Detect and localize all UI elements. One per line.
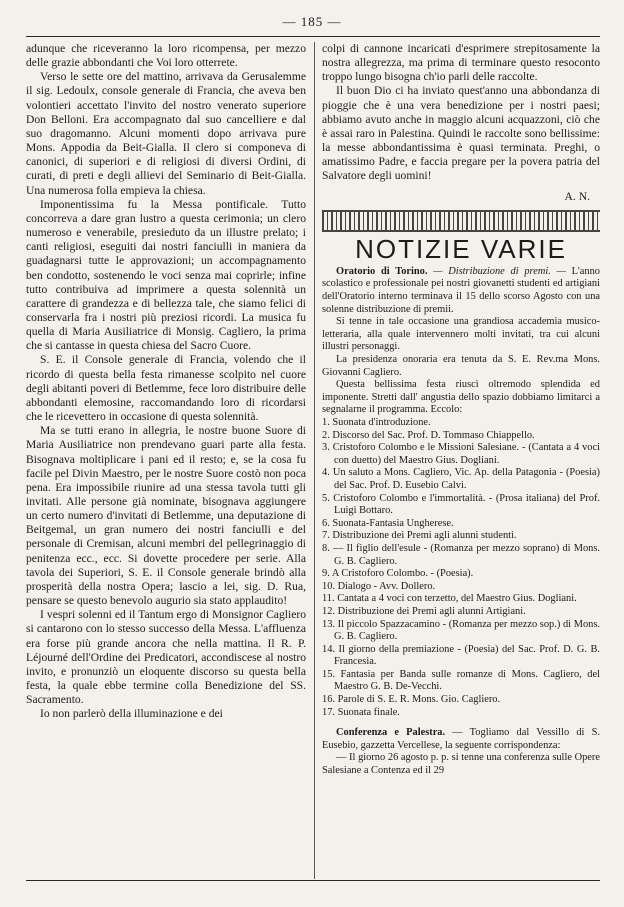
paragraph: Ma se tutti erano in allegria, le nostre buone Suore di Maria Ausiliatrice non prendevano guari parte alla festa. Bisognava moltiplicare i pani ed il resto; e, se la cosa fu facile pel Divin Maestro, per le nostre Suore costò non poca pena. Era impossibile riunire ad una stessa tavola tutti gli invitati. Alle persone già nominate, bisognava aggiungere un certo numero d'invitati di Betlemme, una deputazione di Beitgemal, un gran numero dei nostri fanciulli e del personale di Cremisan, alcuni membri del pellegrinaggio di penitenza ecc., ecc. Si dovette procedere per serie. Alla tavola dei Superiori, S. E. il Console generale brindò alla prosperità della nostra Opera; lascio a lei, sig. D. Rua, pensare se questo benevolo augurio sia stato applaudito! [26,424,306,608]
program-item: 12. Distribuzione dei Premi agli alunni Artigiani. [322,605,526,617]
program-item: 7. Distribuzione dei Premi agli alunni studenti. [322,530,517,542]
signature: A. N. [564,189,590,203]
conferenza-title: Conferenza e Palestra. [336,727,446,739]
paragraph: Io non parlerò della illuminazione e dei [40,707,223,721]
program-item: 6. Suonata-Fantasia Ungherese. [322,517,454,529]
program-item: 11. Cantata a 4 voci con terzetto, del Maestro Gius. Dogliani. [322,593,577,605]
program-item: 14. Il giorno della premiazione - (Poesia) del Sac. Prof. D. G. B. Francesia. [322,643,600,668]
paragraph: Verso le sette ore del mattino, arrivava da Gerusalemme il sig. Ledoulx, console generale di Francia, che aveva ben volontieri accettato l'invito del nostro venerato superiore Don Belloni. Era accompagnato dal suo cancelliere e dal suo dragomanno. Alcuni momenti dopo arrivava pure Mons. Appodia da Beit-Gialla. Il clero si componeva di canonici, di superiori e di religiosi di diversi Ordini, di curati, di preti e degli allievi del Seminario di Beit-Gialla. Una numerosa folla empieva la chiesa. [26,70,306,197]
section-headline: NOTIZIE VARIE [355,233,567,264]
program-item: 15. Fantasia per Banda sulle romanze di Mons. Cagliero, del Maestro G. B. De-Vecchi. [322,668,600,693]
oratorio-section [322,266,600,719]
program-item: 3. Cristoforo Colombo e le Missioni Salesiane. - (Cantata a 4 voci con duetto) del Maestro Gius. Dogliani. [322,442,600,466]
oratorio-subtitle: — Distribuzione di premi. — [433,265,566,277]
paragraph: colpi di cannone incaricati d'esprimere strepitosamente la nostra allegrezza, ma prima di terminare questo resoconto troppo lungo bisogna ch'io parli delle raccolte. [322,42,600,84]
program-list [322,417,600,719]
paragraph: adunque che riceveranno la loro ricompensa, per mezzo delle grazie abbondanti che Voi loro otterrete. [26,42,306,70]
conferenza-section [322,727,600,777]
paragraph: Questa bellissima festa riuscì oltremodo splendida ed imponente. Stretti dall' angustia dello spazio dobbiamo limitarci a segnalarne il programma. Eccolo: [322,379,600,416]
paragraph: La presidenza onoraria era tenuta da S. E. Rev.ma Mons. Giovanni Cagliero. [322,354,600,378]
paragraph: Si tenne in tale occasione una grandiosa accademia musico-letteraria, alla quale intervennero molti invitati, tra cui alcuni illustri personaggi. [322,316,600,353]
program-item: 17. Suonata finale. [322,706,400,718]
program-item: 10. Dialogo - Avv. Dollero. [322,580,436,592]
conferenza-text: — Togliamo dal Vessillo di S. Eusebio, gazzetta Vercellese, la seguente corrispondenza: [322,727,600,751]
oratorio-intro: L'anno scolastico e professionale pei nostri giovanetti studenti ed artigiani dell'Oratorio interno terminava il 15 dello scorso Agosto con una solenne distribuzione di premii. [322,265,600,315]
bottom-rule [26,880,600,881]
top-rule [26,36,600,37]
column-divider [314,42,315,879]
page-number: — 185 — [282,14,342,29]
right-column [322,42,600,778]
program-item: 13. Il piccolo Spazzacamino - (Romanza per mezzo sop.) di Mons. G. B. Cagliero. [322,618,600,643]
paragraph: I vespri solenni ed il Tantum ergo di Monsignor Cagliero si cantarono con lo stesso successo della Messa. L'affluenza era forse più grande ancora che nella mattina. Il R. P. Léjourné dell'Ordine dei Predicatori, accondiscese al nostro invito, e pronunziò un eloquente discorso su questa bella festa, la quale ebbe termine colla Benedizione del SS. Sacramento. [26,608,306,707]
ornamental-rule [322,210,600,232]
program-item: 8. — Il figlio dell'esule - (Romanza per mezzo soprano) di Mons. G. B. Cagliero. [322,542,600,567]
program-item: 4. Un saluto a Mons. Cagliero, Vic. Ap. della Patagonia - (Poesia) del Sac. Prof. D. Eusebio Calvi. [322,467,600,491]
program-item: 16. Parole di S. E. R. Mons. Gio. Cagliero. [322,694,501,706]
program-item: 2. Discorso del Sac. Prof. D. Tommaso Chiappello. [322,429,535,441]
paragraph: S. E. il Console generale di Francia, volendo che il ricordo di questa bella festa rimanesse scolpito nel cuore degli abitanti poveri di Betlemme, fece loro distribuire delle abbondanti elemosine, raccomandando loro di ricordarsi che le ricevettero in occasione di questa solennità. [26,353,306,424]
paragraph: Imponentissima fu la Messa pontificale. Tutto concorreva a dare gran lustro a questa cerimonia; un clero numeroso e venerabile, presieduto da un illustre prelato; i canti religiosi, eseguiti dai nostri fanciulli in maniera da guadagnarsi tutte le approvazioni; un accompagnamento ben condotto, sostenendo le voci senza mai coprirle; infine tutto contribuiva ad imprimere a questa solennità un carattere di grandezza e di bellezza tale, che siamo felici di conservarla fra i nostri più preziosi ricordi. La musica fu quella di Maria Ausiliatrice di Monsig. Cagliero, la prima che si cantasse in questa chiesa del Sacro Cuore. [26,197,306,353]
left-column [26,42,306,722]
program-item: 5. Cristoforo Colombo e l'immortalità. - (Prosa italiana) del Prof. Luigi Bottaro. [322,492,600,517]
program-item: 1. Suonata d'introduzione. [322,417,431,428]
paragraph: — Il giorno 26 agosto p. p. si tenne una conferenza sulle Opere Salesiane a Contenza ed il 29 [322,752,600,777]
paragraph: Il buon Dio ci ha inviato quest'anno una abbondanza di pioggie che è una vera benedizione per i nostri paesi; abbiamo avuto anche in maggio alcuni acquazzoni, ciò che è assai raro in Palestina. Quindi le raccolte sono bellissime: la messe abbondantissima è quasi terminata. Preghi, o amatissimo Padre, e faccia pregare per la povera patria del Salvatore degli uomini! [322,84,600,183]
program-item: 9. A Cristoforo Colombo. - (Poesia). [322,568,474,580]
oratorio-title: Oratorio di Torino. [336,265,428,277]
